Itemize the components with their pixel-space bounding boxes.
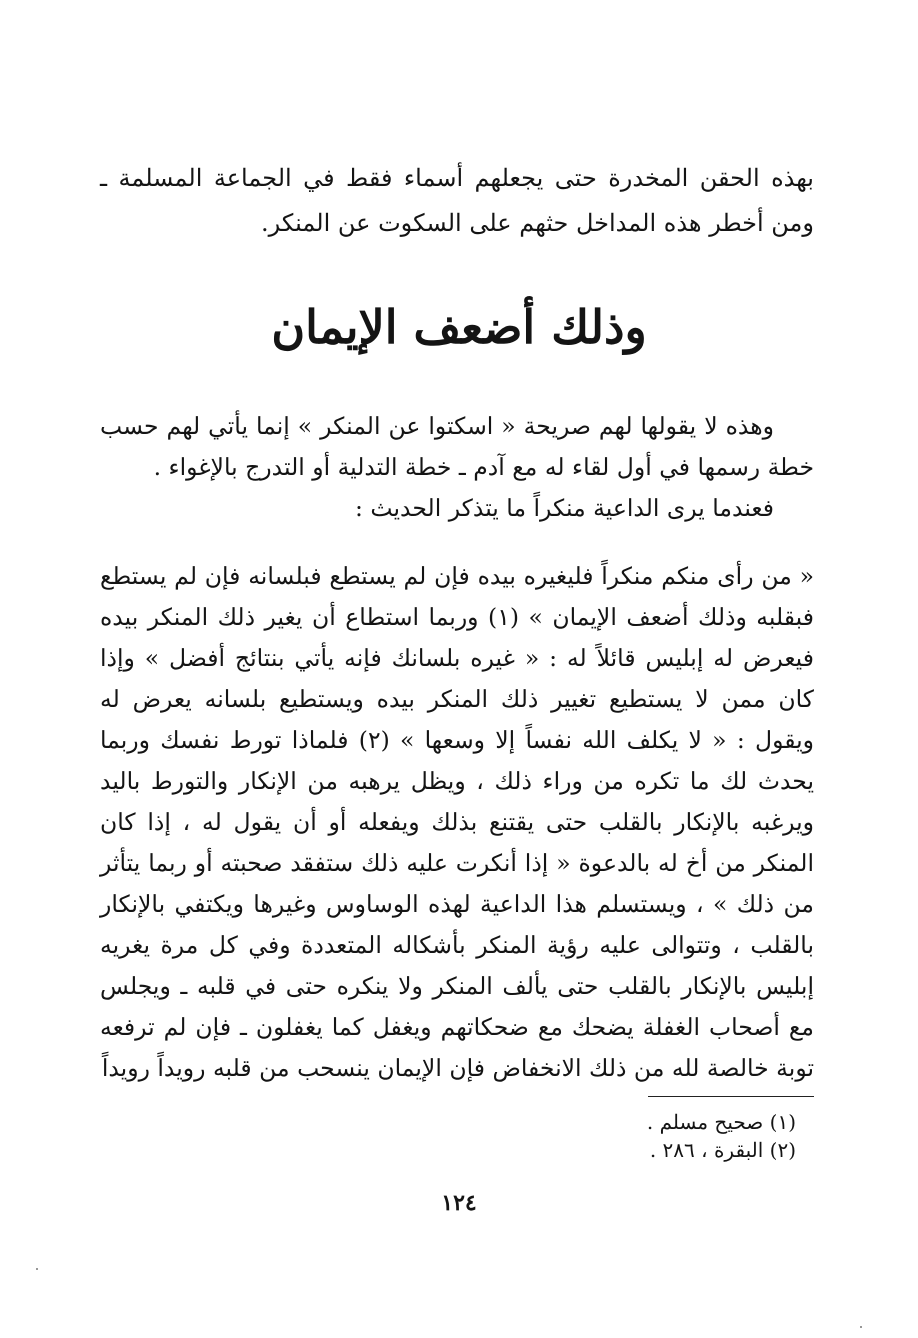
page-number: ١٢٤: [441, 1190, 477, 1216]
body-paragraphs-top: [100, 406, 814, 529]
footnote-divider: [648, 1096, 814, 1097]
intro-text: بهذه الحقن المخدرة حتى يجعلهم أسماء فقط في الجماعة المسلمة ـ ومن أخطر هذه المداخل حثهم على السكوت عن المنكر.: [100, 164, 814, 237]
body-paragraph: « من رأى منكم منكراً فليغيره بيده فإن لم يستطع فبلسانه فإن لم يستطع فبقلبه وذلك أضعف الإيمان » (١) وربما استطاع أن يغير ذلك المنكر بيده فيعرض له إبليس قائلاً له : « غيره بلسانك فإنه يأتي بنتائج أفضل » وإذا كان ممن لا يستطيع تغيير ذلك المنكر بيده ويستطيع بلسانه يعرض له ويقول : « لا يكلف الله نفساً إلا وسعها » (٢) فلماذا تورط نفسك وربما يحدث لك ما تكره من وراء ذلك ، ويظل يرهبه من الإنكار والتورط باليد ويرغبه بالإنكار بالقلب حتى يقتنع بذلك ويفعله أو أن يقول له ، إذا كان المنكر من أخ له بالدعوة « إذا أنكرت عليه ذلك ستفقد صحبته أو ربما يتأثر من ذلك » ، ويستسلم هذا الداعية لهذه الوساوس وغيرها ويكتفي بالإنكار بالقلب ، وتتوالى عليه رؤية المنكر بأشكاله المتعددة وفي كل مرة يغريه إبليس بالإنكار بالقلب حتى يألف المنكر ولا ينكره حتى في قلبه ـ ويجلس مع أصحاب الغفلة يضحك مع ضحكاتهم ويغفل كما يغفلون ـ فإن لم ترفعه توبة خالصة لله من ذلك الانخفاض فإن الإيمان ينسحب من قلبه رويداً رويداً: [100, 562, 814, 1082]
intro-paragraph: [100, 156, 814, 246]
footnote: (٢) البقرة ، ٢٨٦ .: [649, 1138, 796, 1162]
hadith-paragraph-block: [100, 556, 814, 1089]
scan-speck: [36, 1268, 38, 1270]
footnote: (١) صحيح مسلم .: [646, 1110, 796, 1134]
body-paragraph: وهذه لا يقولها لهم صريحة « اسكتوا عن المنكر » إنما يأتي لهم حسب خطة رسمها في أول لقاء له مع آدم ـ خطة التدلية أو التدرج بالإغواء .: [100, 412, 814, 481]
body-paragraph: فعندما يرى الداعية منكراً ما يتذكر الحديث :: [355, 494, 774, 522]
scan-speck: [860, 1326, 862, 1328]
footnotes: [647, 1108, 796, 1164]
section-heading: وذلك أضعف الإيمان: [271, 300, 647, 354]
